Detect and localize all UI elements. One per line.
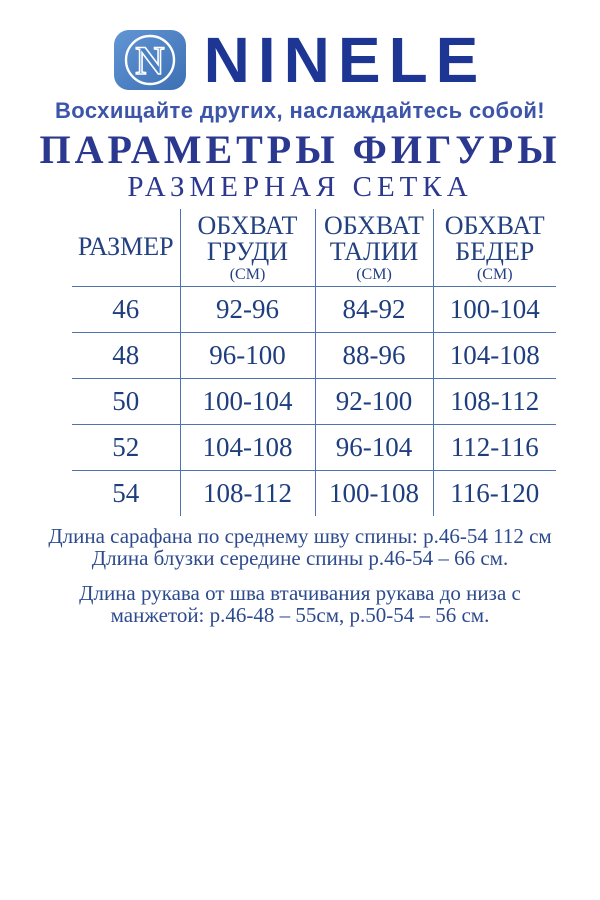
column-header-waist: [315, 209, 433, 287]
column-header-size: [72, 209, 180, 287]
column-unit: (СМ): [229, 265, 266, 283]
brand-wordmark: NINELE: [203, 24, 487, 96]
size-cell: 54: [72, 471, 180, 517]
size-cell: 48: [72, 333, 180, 379]
table-row: [72, 333, 556, 379]
brand-tagline: Восхищайте других, наслаждайтесь собой!: [55, 98, 545, 123]
bust-cell: 104-108: [180, 425, 315, 471]
notes-group-sleeve: [0, 582, 600, 626]
table-row: [72, 287, 556, 333]
column-title: ОБХВАТ БЕДЕР: [444, 210, 545, 266]
table-row: [72, 425, 556, 471]
waist-cell: 88-96: [315, 333, 433, 379]
waist-cell: 96-104: [315, 425, 433, 471]
table-row: [72, 379, 556, 425]
bust-cell: 108-112: [180, 471, 315, 517]
hips-cell: 112-116: [433, 425, 556, 471]
waist-cell: 100-108: [315, 471, 433, 517]
size-cell: 50: [72, 379, 180, 425]
column-header-hips: [433, 209, 556, 287]
column-header-bust: [180, 209, 315, 287]
column-title: ОБХВАТ ТАЛИИ: [324, 210, 424, 266]
ninele-n-monogram-icon: [114, 30, 186, 90]
hips-cell: 116-120: [433, 471, 556, 517]
bust-cell: 92-96: [180, 287, 315, 333]
note-sleeve-length-line1: Длина рукава от шва втачивания рукава до низа с: [79, 581, 521, 605]
column-unit: (СМ): [476, 265, 513, 283]
bust-cell: 96-100: [180, 333, 315, 379]
note-sleeve-length-line2: манжетой: р.46-48 – 55см, р.50-54 – 56 см.: [110, 603, 490, 627]
column-title: РАЗМЕР: [77, 232, 174, 261]
svg-text:N: N: [135, 38, 165, 83]
page-title: ПАРАМЕТРЫ ФИГУРЫ: [39, 127, 561, 172]
note-sarafan-length: Длина сарафана по среднему шву спины: р.46-54 112 см: [48, 524, 552, 548]
table-row: [72, 471, 556, 517]
column-unit: (СМ): [356, 265, 392, 283]
notes: [0, 525, 600, 626]
bust-cell: 100-104: [180, 379, 315, 425]
brand-header: [0, 0, 600, 96]
note-blouse-length: Длина блузки середине спины р.46-54 – 66 см.: [91, 546, 509, 570]
hips-cell: 100-104: [433, 287, 556, 333]
size-cell: 46: [72, 287, 180, 333]
hips-cell: 108-112: [433, 379, 556, 425]
size-cell: 52: [72, 425, 180, 471]
notes-group-lengths: [0, 525, 600, 569]
waist-cell: 84-92: [315, 287, 433, 333]
size-table-header-row: [72, 209, 556, 287]
hips-cell: 104-108: [433, 333, 556, 379]
column-title: ОБХВАТ ГРУДИ: [197, 210, 298, 266]
page-subtitle: РАЗМЕРНАЯ СЕТКА: [127, 171, 473, 203]
waist-cell: 92-100: [315, 379, 433, 425]
size-table: [72, 209, 556, 516]
